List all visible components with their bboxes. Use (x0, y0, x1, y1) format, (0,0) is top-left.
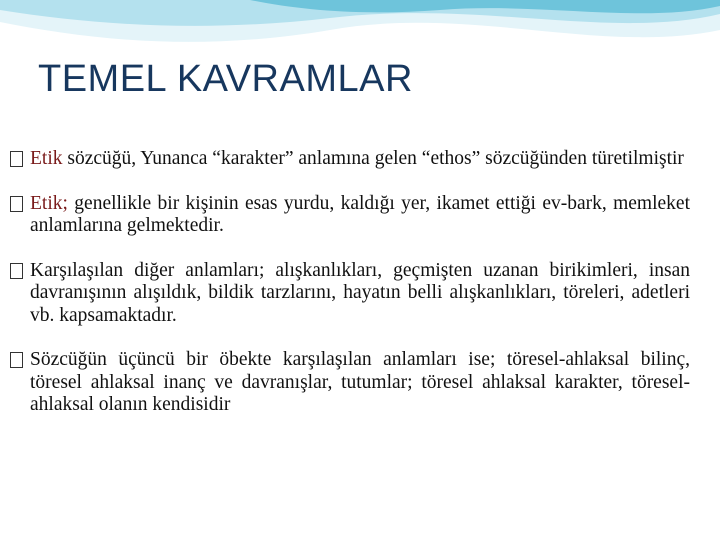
bullet-marker-icon (10, 263, 23, 279)
bullet-body: genellikle bir kişinin esas yurdu, kaldığı yer, ikamet ettiği ev-bark, memleket anlamlarına gelmektedir. (30, 192, 690, 236)
bullet-text (30, 148, 690, 171)
bullet-list (10, 148, 690, 439)
bullet-text (30, 193, 690, 238)
list-item (10, 260, 690, 328)
bullet-lead-word: Etik (30, 148, 63, 169)
bullet-text (30, 260, 690, 328)
bullet-marker-icon (10, 196, 23, 212)
list-item (10, 148, 690, 171)
page-title: TEMEL KAVRAMLAR (38, 58, 413, 100)
list-item (10, 349, 690, 417)
bullet-body: Karşılaşılan diğer anlamları; alışkanlıkları, geçmişten uzanan birikimleri, insan davranışının alışıldık, bildik tarzlarını, hayatın belli alışkanlıkları, töreleri, adetleri vb. kapsamaktadır. (30, 259, 690, 326)
bullet-marker-icon (10, 151, 23, 167)
bullet-text (30, 349, 690, 417)
bullet-lead-word: Etik; (30, 192, 68, 214)
bullet-marker-icon (10, 352, 23, 368)
bullet-body: sözcüğü, Yunanca “karakter” anlamına gelen “ethos” sözcüğünden türetilmiştir (62, 148, 684, 169)
list-item (10, 193, 690, 238)
bullet-body: Sözcüğün üçüncü bir öbekte karşılaşılan anlamları ise; töresel-ahlaksal bilinç, töresel ahlaksal inanç ve davranışlar, tutumlar; töresel ahlaksal karakter, töresel-ahlaksal olanın kendisidir (30, 349, 690, 415)
